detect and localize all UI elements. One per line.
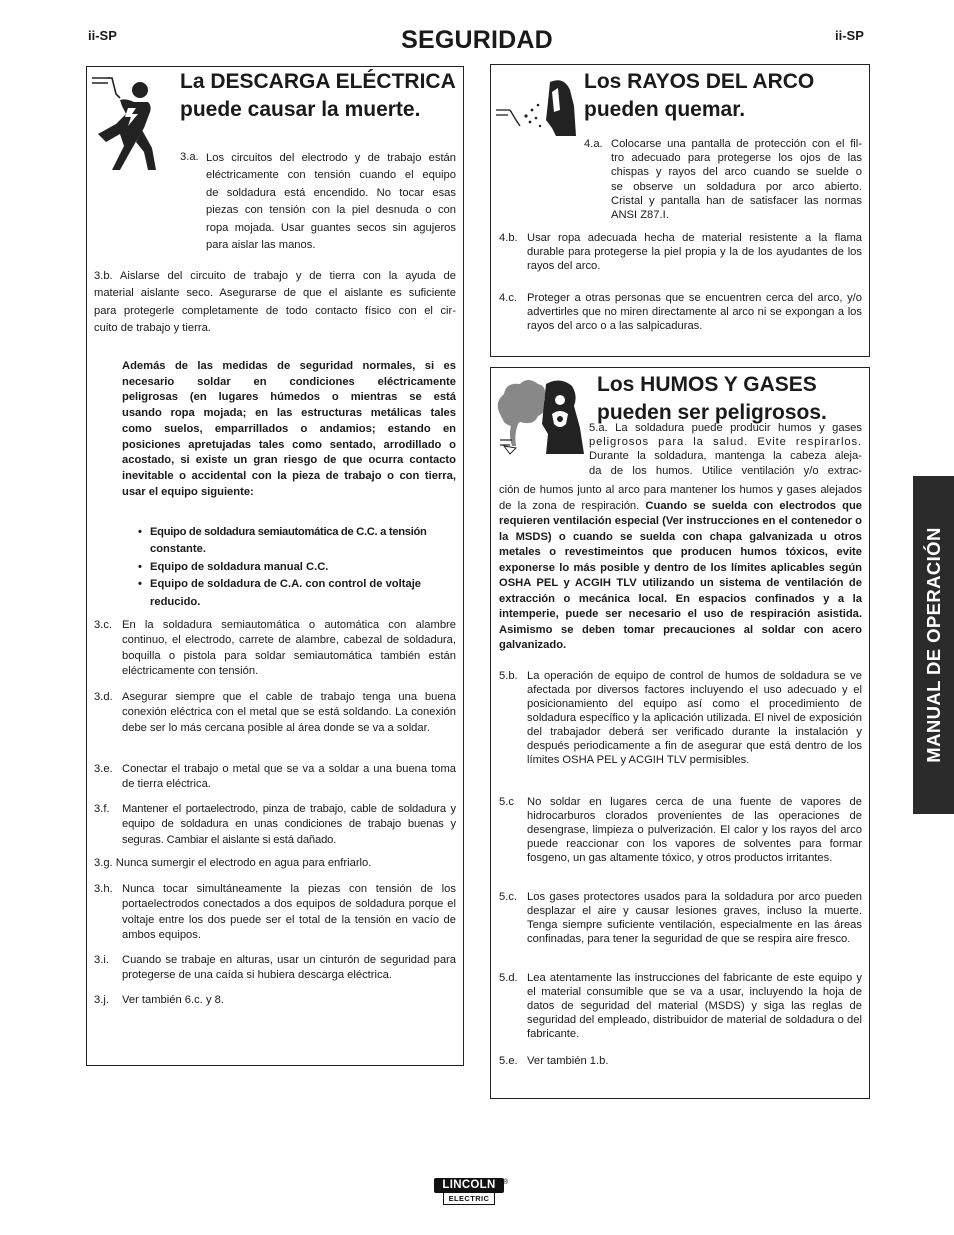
warning-line: posiciones apretujadas tales como sentado, arrodillado o bbox=[122, 438, 456, 451]
item-3b-line: para protegerle completamente de todo contacto físico con el cir- bbox=[94, 304, 456, 317]
item-text: 3.g. Nunca sumergir el electrodo en agua para enfriarlo. bbox=[94, 857, 372, 869]
item-number: 5.c. bbox=[499, 891, 518, 903]
side-tab-label: MANUAL DE OPERACIÓN bbox=[922, 527, 944, 763]
item-3b bbox=[94, 268, 456, 338]
bullet-item bbox=[138, 576, 456, 593]
item-5c-shielding-gases bbox=[499, 890, 862, 946]
bullet-text: Equipo de soldadura manual C.C. bbox=[150, 560, 329, 573]
arc-rays-heading-line2: pueden quemar. bbox=[584, 98, 746, 121]
item-4a-line: Cristal y pantalla han de satisfacer las normas bbox=[611, 194, 862, 207]
bullet-text: reducido. bbox=[150, 595, 201, 608]
item-text: Ver también 1.b. bbox=[527, 1055, 609, 1067]
item-3b-line: 3.b. Aislarse del circuito de trabajo y de tierra con la ayuda de bbox=[94, 270, 456, 282]
item-3h bbox=[94, 882, 456, 943]
bullet-dot: • bbox=[138, 526, 142, 538]
item-number: 3.h. bbox=[94, 883, 113, 895]
item-text: Mantener el portaelectrodo, pinza de trabajo, cable de soldadura y equipo de soldadura en unas condiciones de trabajo buenas y seguras. Cambiar el aislante si está dañado. bbox=[122, 803, 456, 846]
bullet-dot: • bbox=[138, 560, 142, 573]
item-5a-body bbox=[499, 483, 862, 654]
bullet-text: Equipo de soldadura de C.A. con control de voltaje bbox=[150, 578, 422, 591]
bullet-dot: • bbox=[138, 578, 142, 591]
item-number: 4.a. bbox=[584, 138, 603, 150]
item-5a-body-bold: Cuando se suelda con electrodos que requieren ventilación especial (Ver instrucciones en el contenedor o la MSDS) o cuando se suelda con chapa galvanizada u otros metales o revestimeintos que producen humos tóxicos, evite exponerse lo más posible y dentro de los límites aplicables según OSHA PEL y ACGIH TLV utilizando un sistema de ventilación de extracción o mecánica local. En espacios confinados y a la intemperie, puede ser necesario el uso de respiración asistida. Asimismo se deben tomar precauciones al soldar con acero galvanizado. bbox=[499, 499, 862, 651]
page-code-left: ii-SP bbox=[88, 28, 117, 43]
item-3c bbox=[94, 618, 456, 679]
warning-line: Además de las medidas de seguridad normales, si es bbox=[122, 360, 456, 372]
item-text: Lea atentamente las instrucciones del fabricante de este equipo y el material consumible que se va a usar, incluyendo la hoja de datos de seguridad del material (MSDS) y siga las reglas de seguridad del empleado, distribuidor de material de soldadura o del fabricante. bbox=[527, 972, 862, 1040]
item-5c-hydrocarbons bbox=[499, 795, 862, 865]
item-text: No soldar en lugares cerca de una fuente de vapores de hidrocarburos clorados provenientes de las operaciones de desengrase, limpieza o pulverización. El calor y los rayos del arco puede reaccionar con los vapores de solventes para formar fosgeno, un gas altamente tóxico, y otros productos irritantes. bbox=[527, 796, 862, 864]
page-title: SEGURIDAD bbox=[401, 26, 553, 54]
item-text: Usar ropa adecuada hecha de material resistente a la flama durable para protegerse la piel propia y la de los ayudantes de los rayos del arco. bbox=[527, 232, 862, 273]
lincoln-electric-logo bbox=[434, 1178, 509, 1212]
item-text: En la soldadura semiautomática o automática con alambre continuo, el electrodo, carrete de alambre, cabezal de soldadura, boquilla o pistola para soldar semiautomática también están eléctricamente con tensión. bbox=[122, 619, 456, 677]
electric-shock-heading bbox=[180, 68, 456, 124]
item-text: La operación de equipo de control de humos de soldadura se ve afectada por diversos factores incluyendo el uso adecuado y el posicionamiento del equipo así como el procedimiento de soldadura específico y la aplicación utilizada. El nivel de exposición del trabajador deberá ser verificado durante la instalación y después periodicamente a fin de asegurar que está dentro de los límites OSHA PEL y ACGIH TLV permisibles. bbox=[527, 670, 862, 766]
item-3a-line: para aislar las manos. bbox=[206, 239, 316, 252]
item-5a-line: Durante la soldadura, mantenga la cabeza aleja- bbox=[589, 450, 862, 463]
item-text: Asegurar siempre que el cable de trabajo tenga una buena conexión eléctrica con el metal que se está soldando. La conexión debe ser lo más cercana posible al área donde se va a soldar. bbox=[122, 691, 456, 734]
item-5e bbox=[499, 1054, 862, 1068]
item-3d bbox=[94, 690, 456, 736]
fumes-heading-line2: pueden ser peligrosos. bbox=[597, 401, 827, 424]
item-text: Proteger a otras personas que se encuentren cerca del arco, y/o advertirles que no miren directamente al arco ni se expongan a los rayos del arco o a las salpicaduras. bbox=[527, 292, 862, 333]
fumes-heading bbox=[597, 371, 827, 427]
item-number: 4.c. bbox=[499, 292, 518, 304]
item-number: 5.b. bbox=[499, 670, 518, 682]
item-text: Conectar el trabajo o metal que se va a soldar a una buena toma de tierra eléctrica. bbox=[122, 763, 456, 791]
item-5a-line: peligrosos para la salud. Evite respirarlos. bbox=[589, 436, 862, 449]
item-3a-line: de soldadura está encendido. No tocar esas bbox=[206, 186, 456, 199]
arc-rays-heading bbox=[584, 68, 814, 124]
item-4b bbox=[499, 231, 862, 274]
item-number: 4.b. bbox=[499, 232, 518, 244]
warning-line: como suelos, emparrillados o andamios; estando en bbox=[122, 422, 456, 435]
section-side-tab bbox=[913, 476, 954, 814]
warning-line: necesario soldar en condiciones eléctricamente bbox=[122, 375, 456, 388]
item-3a-line: piezas con tensión con la piel desnuda o con bbox=[206, 204, 456, 217]
bullet-text: constante. bbox=[150, 543, 206, 556]
arc-rays-heading-line1: Los RAYOS DEL ARCO bbox=[584, 70, 815, 93]
electric-shock-icon bbox=[90, 72, 162, 174]
item-3a-line: ropa mojada. Usar guantes secos sin agujeros bbox=[206, 221, 456, 234]
item-3j bbox=[94, 993, 456, 1008]
item-3a-line: eléctricamente con tensión cuando el equipo bbox=[206, 169, 456, 182]
item-number: 5.e. bbox=[499, 1055, 518, 1067]
warning-line: inevitable o accidental con la pieza de trabajo o con tierra, bbox=[122, 469, 456, 482]
bullet-text: Equipo de soldadura semiautomática de C.C. a tensión bbox=[150, 526, 427, 538]
warning-line: acostado, si existe un gran riesgo de que ocurra contacto bbox=[122, 454, 456, 467]
page-code-right: ii-SP bbox=[835, 28, 864, 43]
item-number: 3.a. bbox=[180, 151, 199, 163]
bullet-item bbox=[138, 559, 456, 576]
item-number: 3.j. bbox=[94, 994, 109, 1006]
warning-line: usando ropa mojada; en las estructuras metálicas tales bbox=[122, 407, 456, 420]
item-3e bbox=[94, 762, 456, 793]
item-3f bbox=[94, 802, 456, 848]
item-4a-line: se observe un soldadura por arco abierto. bbox=[611, 180, 862, 193]
item-number: 3.c. bbox=[94, 619, 113, 631]
item-number: 3.e. bbox=[94, 763, 113, 775]
item-4c bbox=[499, 291, 862, 334]
item-5b bbox=[499, 669, 862, 767]
item-3a bbox=[180, 150, 456, 254]
welding-helmet-icon bbox=[494, 72, 578, 142]
item-3i bbox=[94, 953, 456, 984]
item-number: 3.d. bbox=[94, 691, 113, 703]
item-3a-line: Los circuitos del electrodo y de trabajo están bbox=[206, 152, 456, 164]
item-3b-line: cuito de trabajo y tierra. bbox=[94, 322, 211, 335]
warning-line: usar el equipo siguiente: bbox=[122, 485, 254, 498]
logo-bottom-plate: ELECTRIC bbox=[443, 1193, 495, 1205]
item-5a-body-plain: ción de humos junto al arco para mantener los humos y gases alejados de la zona de respiración. bbox=[499, 484, 862, 512]
item-3g bbox=[94, 856, 456, 871]
item-number: 3.i. bbox=[94, 954, 109, 966]
item-4a bbox=[584, 137, 862, 222]
bullet-item bbox=[138, 524, 456, 541]
equipment-bullet-list bbox=[138, 524, 456, 611]
bullet-continuation bbox=[150, 594, 456, 611]
item-text: Cuando se trabaje en alturas, usar un cinturón de seguridad para protegerse de una caída si hubiera descarga eléctrica. bbox=[122, 954, 456, 982]
fumes-respirator-icon bbox=[494, 374, 586, 456]
item-5a-line: da de los humos. Utilice ventilación y/o extrac- bbox=[589, 464, 862, 477]
wet-conditions-warning bbox=[122, 359, 456, 500]
item-4a-line: ANSI Z87.I. bbox=[611, 209, 669, 222]
electric-shock-heading-line1: La DESCARGA ELÉCTRICA bbox=[180, 70, 456, 93]
fumes-heading-line1: Los HUMOS Y GASES bbox=[597, 373, 817, 396]
item-5a-line: 5.a. La soldadura puede producir humos y gases bbox=[589, 422, 862, 434]
item-number: 5.d. bbox=[499, 972, 518, 984]
bullet-continuation bbox=[150, 541, 456, 558]
item-text: Ver también 6.c. y 8. bbox=[122, 994, 224, 1006]
item-5a-intro bbox=[589, 421, 862, 478]
logo-top-plate: LINCOLN bbox=[434, 1178, 504, 1193]
item-text: Nunca tocar simultáneamente la piezas con tensión de los portaelectrodos conectados a dos equipos de soldadura porque el voltaje entre los dos puede ser el total de la tensión en vacío de ambos equipos. bbox=[122, 883, 456, 941]
electric-shock-heading-line2: puede causar la muerte. bbox=[180, 98, 421, 121]
item-4a-line: chispas y rayos del arco cuando se suelde o bbox=[611, 166, 862, 179]
item-4a-line: tro adecuado para protegerse los ojos de las bbox=[611, 152, 862, 165]
item-number: 3.f. bbox=[94, 803, 110, 815]
logo-registered-mark: ® bbox=[503, 1179, 509, 1186]
warning-line: peligrosas (en lugares húmedos o mientras se está bbox=[122, 391, 456, 404]
item-4a-line: Colocarse una pantalla de protección con el fil- bbox=[611, 138, 862, 150]
item-3b-line: material aislante seco. Asegurarse de que el aislante es suficiente bbox=[94, 287, 456, 300]
item-5d bbox=[499, 971, 862, 1041]
item-text: Los gases protectores usados para la soldadura por arco pueden desplazar el aire y causar lesiones graves, incluso la muerte. Tenga siempre suficiente ventilación, especialmente en las áreas confinadas, para tener la seguridad de que se respira aire fresco. bbox=[527, 891, 862, 945]
item-number: 5.c bbox=[499, 796, 514, 808]
